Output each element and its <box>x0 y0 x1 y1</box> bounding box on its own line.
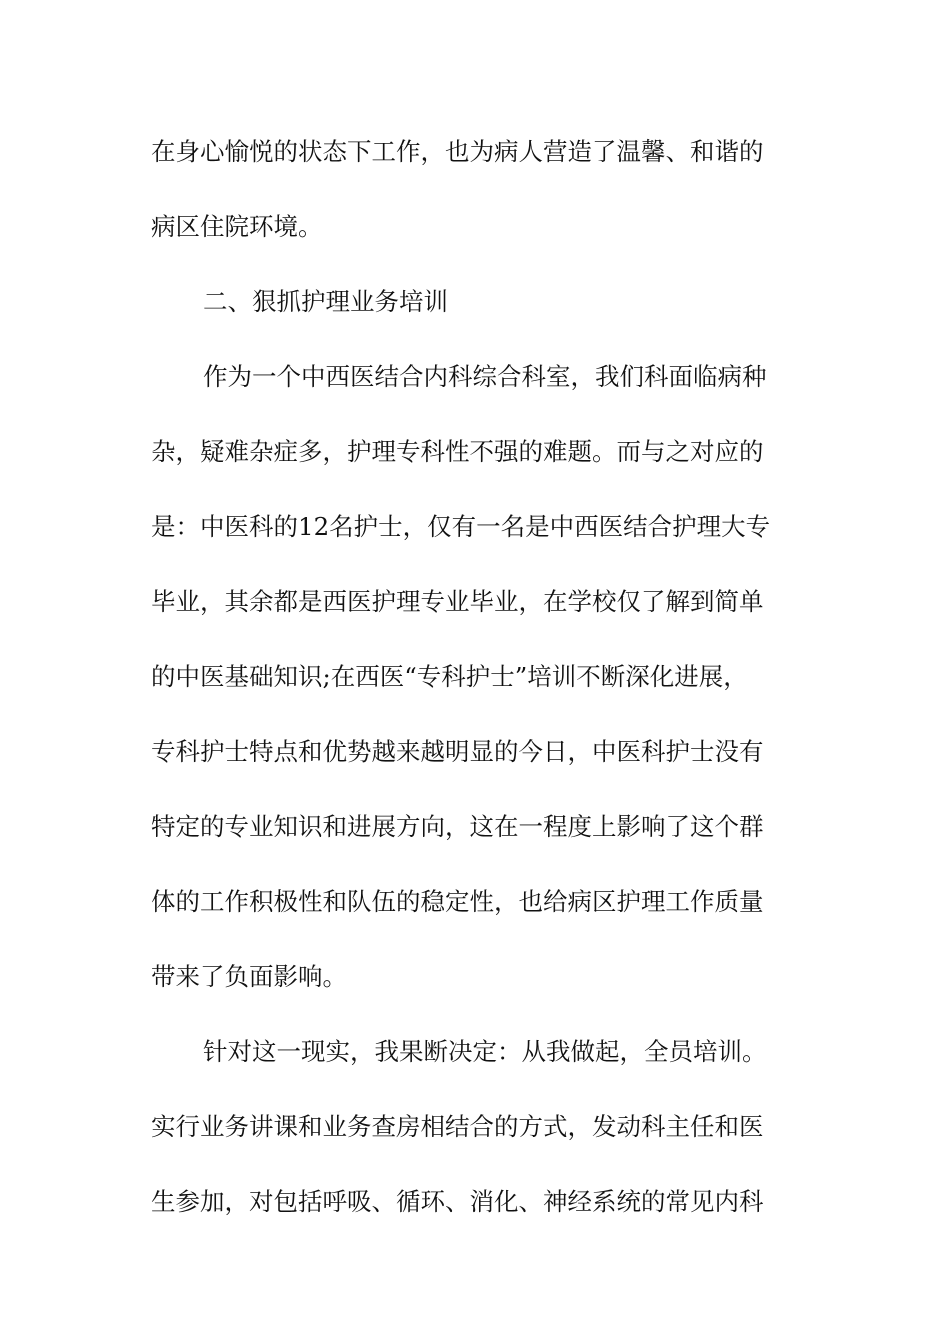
paragraph-line-13: 实行业务讲课和业务查房相结合的方式，发动科主任和医 <box>151 1112 764 1141</box>
paragraph-line-9: 特定的专业知识和进展方向，这在一程度上影响了这个群 <box>151 812 764 841</box>
paragraph-line-7: 的中医基础知识;在西医“专科护士”培训不断深化进展， <box>151 662 748 691</box>
paragraph-line-8: 专科护士特点和优势越来越明显的今日，中医科护士没有 <box>151 737 764 766</box>
section-heading: 二、狠抓护理业务培训 <box>203 287 448 316</box>
paragraph-line-10: 体的工作积极性和队伍的稳定性，也给病区护理工作质量 <box>151 887 764 916</box>
paragraph-line-5: 是：中医科的12名护士，仅有一名是中西医结合护理大专 <box>151 512 771 541</box>
paragraph-line-4: 杂，疑难杂症多，护理专科性不强的难题。而与之对应的 <box>151 437 764 466</box>
paragraph-line-3: 作为一个中西医结合内科综合科室，我们科面临病种 <box>203 362 767 391</box>
paragraph-line-2: 病区住院环境。 <box>151 212 323 241</box>
paragraph-line-11: 带来了负面影响。 <box>151 962 347 991</box>
paragraph-line-1: 在身心愉悦的状态下工作，也为病人营造了温馨、和谐的 <box>151 137 764 166</box>
paragraph-line-6: 毕业，其余都是西医护理专业毕业，在学校仅了解到简单 <box>151 587 764 616</box>
paragraph-line-14: 生参加，对包括呼吸、循环、消化、神经系统的常见内科 <box>151 1187 764 1216</box>
paragraph-line-12: 针对这一现实，我果断决定：从我做起，全员培训。 <box>203 1037 767 1066</box>
